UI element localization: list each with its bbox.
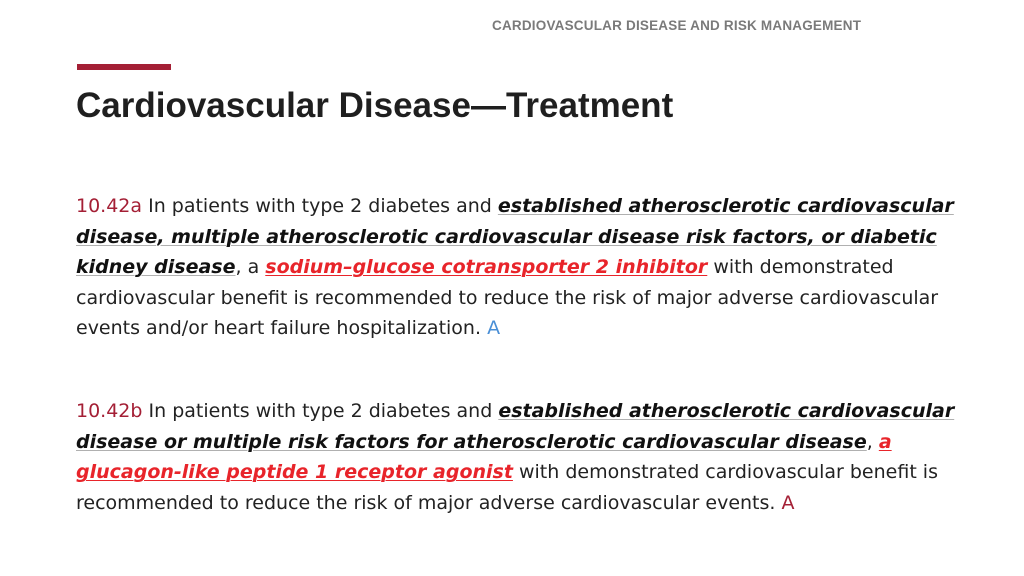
emphasized-drug-class: sodium–glucose cotransporter 2 inhibitor: [265, 256, 708, 278]
section-header-label: CARDIOVASCULAR DISEASE AND RISK MANAGEMENT: [492, 18, 862, 33]
title-accent-bar: [77, 64, 171, 70]
recommendation-text: In patients with type 2 diabetes and: [142, 400, 499, 422]
recommendation-10-42a: [76, 191, 966, 344]
recommendation-id: 10.42a: [76, 195, 143, 217]
emphasized-drug-class: a glucagon-like peptide 1 receptor agonist: [76, 430, 892, 483]
recommendation-text: with demonstrated cardiovascular benefit is recommended to reduce the risk of major adverse cardiovascular events and/or heart failure hospitalization.: [76, 256, 939, 339]
slide-title: Cardiovascular Disease—Treatment: [76, 86, 674, 125]
evidence-grade: A: [487, 317, 501, 339]
recommendation-text: In patients with type 2 diabetes and: [142, 195, 498, 217]
emphasized-condition: established atherosclerotic cardiovascular disease or multiple risk factors for atherosclerotic cardiovascular disease: [76, 400, 955, 453]
emphasized-condition: established atherosclerotic cardiovascular disease, multiple atherosclerotic cardiovascular disease risk factors, or diabetic kidney disease: [76, 195, 954, 278]
recommendation-10-42b: [76, 396, 966, 518]
recommendation-text: ,: [866, 430, 879, 453]
recommendation-text: with demonstrated cardiovascular benefit is recommended to reduce the risk of major adverse cardiovascular events.: [76, 461, 938, 514]
evidence-grade: A: [781, 491, 795, 514]
recommendation-id: 10.42b: [76, 400, 143, 422]
recommendation-text: , a: [235, 256, 266, 278]
